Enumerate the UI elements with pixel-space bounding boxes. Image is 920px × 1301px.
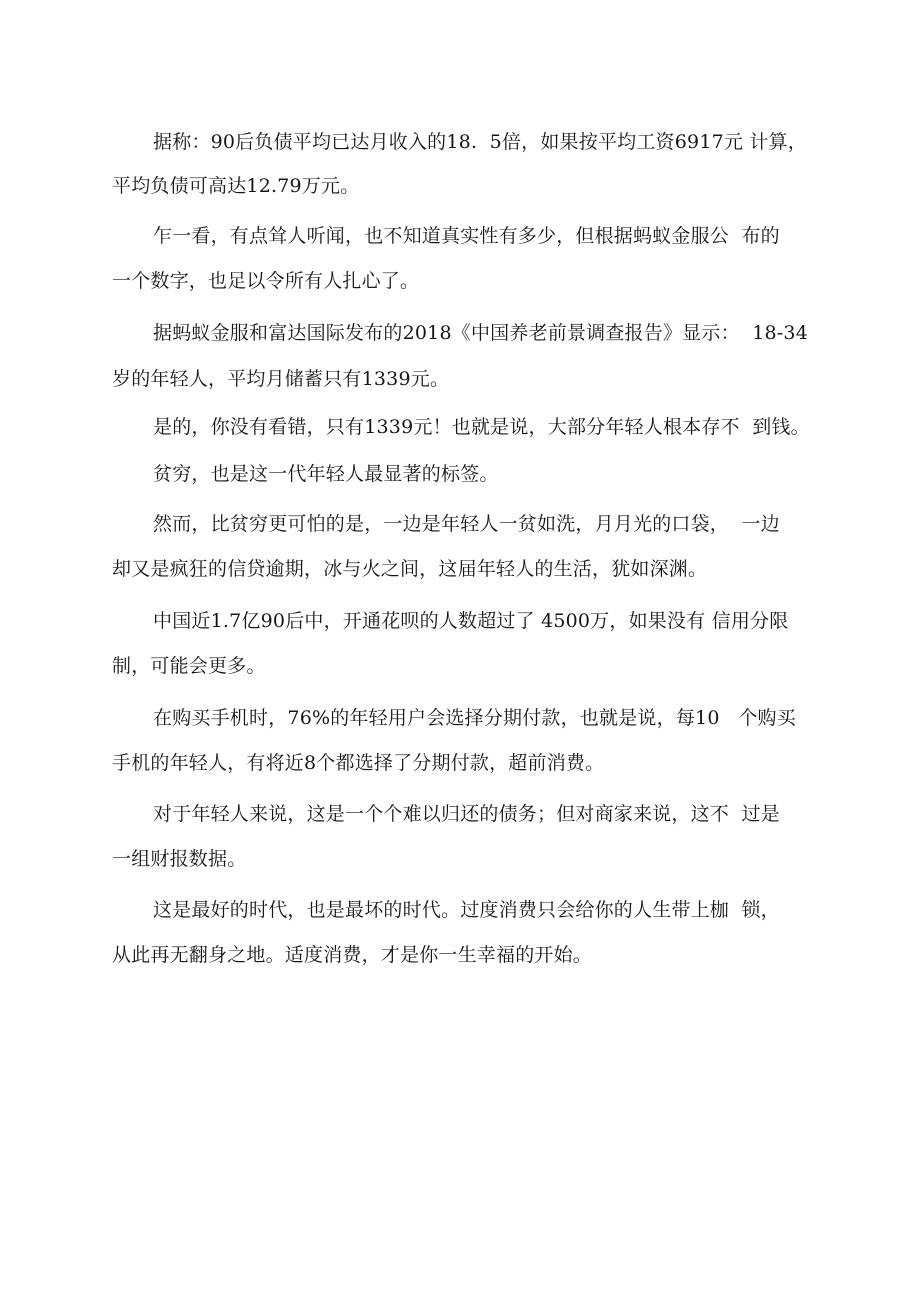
paragraph-4-line-1: 是的，你没有看错，只有1339元！也就是说，大部分年轻人根本存不 到钱。 <box>153 416 810 438</box>
paragraph-2-line-1: 乍一看，有点耸人听闻，也不知道真实性有多少，但根据蚂蚁金服公 布的 <box>153 225 780 247</box>
paragraph-1-line-2: 平均负债可高达12.79万元。 <box>112 175 360 197</box>
paragraph-1-line-1: 据称：90后负债平均已达月收入的18. 5倍，如果按平均工资6917元 计算， <box>153 131 807 153</box>
paragraph-7-line-2: 制，可能会更多。 <box>112 655 266 677</box>
paragraph-10-line-1: 这是最好的时代，也是最坏的时代。过度消费只会给你的人生带上枷 锁， <box>153 899 780 921</box>
paragraph-7-line-1: 中国近1.7亿90后中，开通花呗的人数超过了 4500万，如果没有 信用分限 <box>153 610 789 632</box>
paragraph-5-line-1: 贫穷，也是这一代年轻人最显著的标签。 <box>153 463 499 485</box>
paragraph-3-line-1: 据蚂蚁金服和富达国际发布的2018《中国养老前景调查报告》显示： 18-34 <box>153 322 809 344</box>
paragraph-9-line-2: 一组财报数据。 <box>112 848 247 870</box>
paragraph-8-line-2: 手机的年轻人，有将近8个都选择了分期付款，超前消费。 <box>112 752 605 774</box>
paragraph-3-line-2: 岁的年轻人，平均月储蓄只有1339元。 <box>112 368 450 390</box>
paragraph-6-line-1: 然而，比贫穷更可怕的是，一边是年轻人一贫如洗，月月光的口袋， 一边 <box>153 513 780 535</box>
paragraph-10-line-2: 从此再无翻身之地。适度消费，才是你一生幸福的开始。 <box>112 944 593 966</box>
paragraph-6-line-2: 却又是疯狂的信贷逾期，冰与火之间，这届年轻人的生活，犹如深渊。 <box>112 558 708 580</box>
paragraph-9-line-1: 对于年轻人来说，这是一个个难以归还的债务；但对商家来说，这不 过是 <box>153 803 780 825</box>
paragraph-8-line-1: 在购买手机时，76%的年轻用户会选择分期付款，也就是说，每10 个购买 <box>153 707 796 729</box>
paragraph-2-line-2: 一个数字，也足以令所有人扎心了。 <box>112 270 420 292</box>
